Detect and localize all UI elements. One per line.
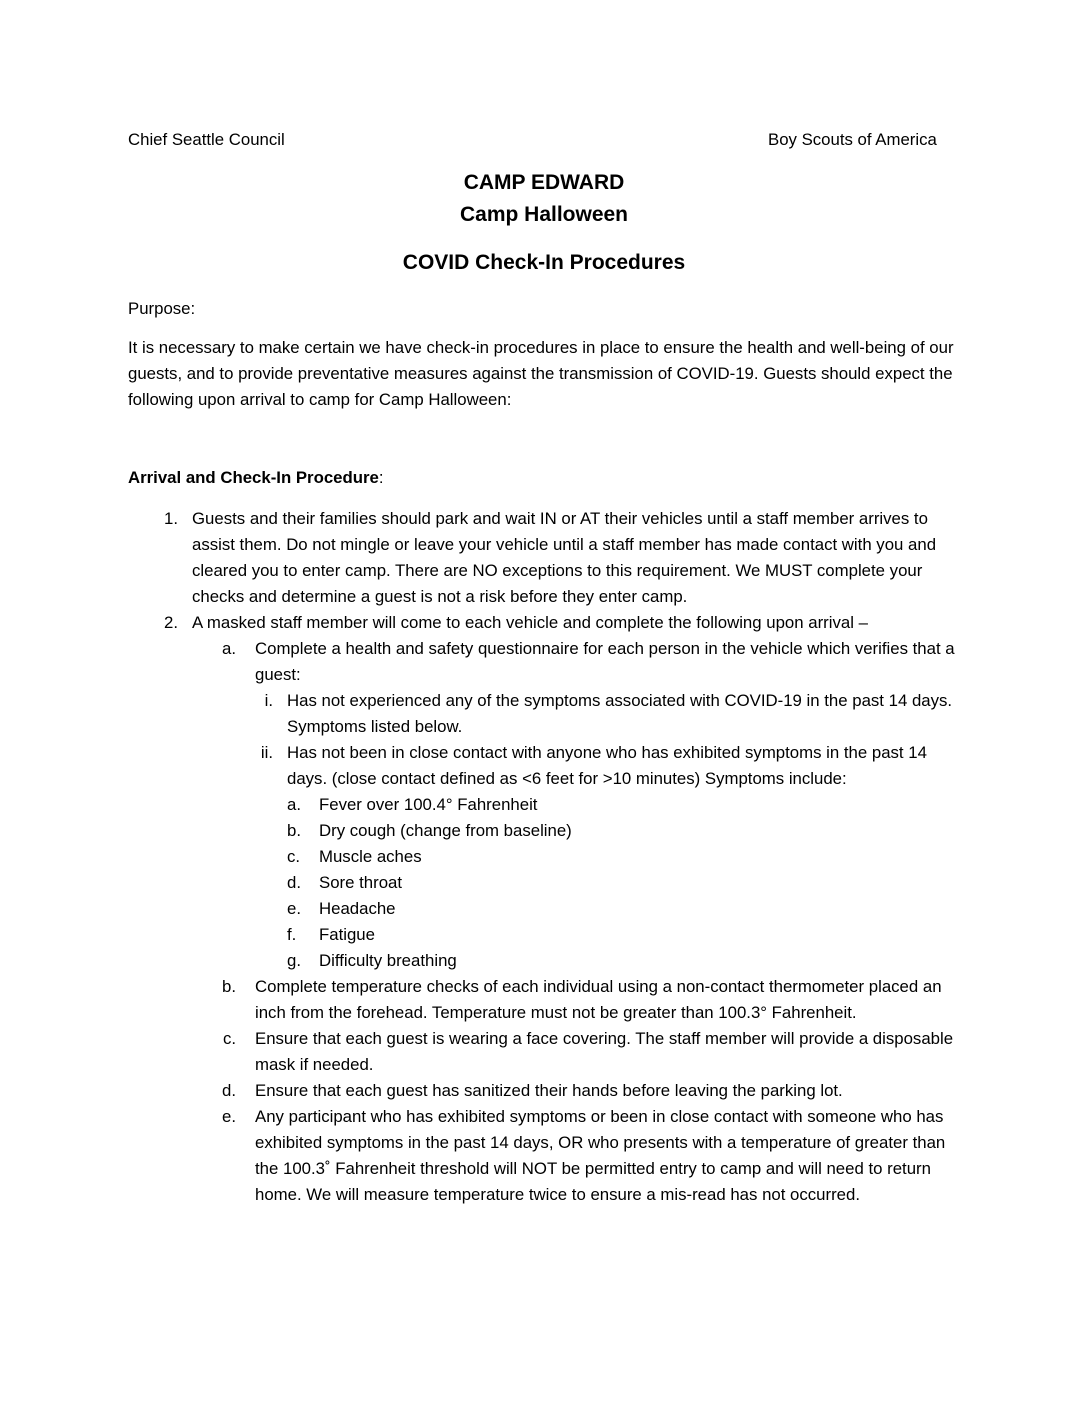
sub-item-d xyxy=(192,1078,968,1104)
list-number: c. xyxy=(287,847,301,866)
list-text: Any participant who has exhibited symptoms or been in close contact with someone who has exhibited symptoms in the past 14 days, OR who presents with a temperature of greater than the 100.3˚ Fahrenheit threshold will NOT be permitted entry to camp and will need to return home. We will measure temperature twice to ensure a mis-read has not occurred. xyxy=(255,1107,946,1204)
purpose-paragraph: It is necessary to make certain we have check-in procedures in place to ensure the health and well-being of our guests, and to provide preventative measures against the transmission of COVID-19. Guests should expect the following upon arrival to camp for Camp Halloween: xyxy=(128,338,954,409)
list-number: d. xyxy=(287,873,301,892)
section-heading-colon: : xyxy=(378,468,384,487)
sub-item-e xyxy=(192,1104,968,1208)
symptom-item xyxy=(287,896,968,922)
list-item-1 xyxy=(128,506,968,610)
list-number: b. xyxy=(222,977,236,996)
list-number: f. xyxy=(287,925,297,944)
list-number: i. xyxy=(264,691,273,710)
symptom-item xyxy=(287,922,968,948)
list-text: Muscle aches xyxy=(319,847,422,866)
symptom-item xyxy=(287,948,968,974)
list-number: g. xyxy=(287,951,301,970)
section-heading-text: Arrival and Check-In Procedure xyxy=(128,468,379,487)
list-text: Fatigue xyxy=(319,925,375,944)
list-number: 1. xyxy=(164,509,178,528)
symptom-item xyxy=(287,870,968,896)
list-text: Ensure that each guest has sanitized their hands before leaving the parking lot. xyxy=(255,1081,843,1100)
list-number: a. xyxy=(222,639,236,658)
procedure-list xyxy=(128,506,968,1208)
list-text: Dry cough (change from baseline) xyxy=(319,821,572,840)
list-number: e. xyxy=(287,899,301,918)
list-text: Complete a health and safety questionnaire for each person in the vehicle which verifies that a guest: xyxy=(255,639,955,684)
list-text: Headache xyxy=(319,899,396,918)
sub-item-b xyxy=(192,974,968,1026)
list-text: Fever over 100.4° Fahrenheit xyxy=(319,795,538,814)
list-number: b. xyxy=(287,821,301,840)
list-text: Ensure that each guest is wearing a face covering. The staff member will provide a disposable mask if needed. xyxy=(255,1029,954,1074)
header-organization: Boy Scouts of America xyxy=(768,130,937,149)
sub-item-ii xyxy=(255,740,968,792)
list-text: Guests and their families should park and wait IN or AT their vehicles until a staff member arrives to assist them. Do not mingle or leave your vehicle until a staff member has made contact with you and cleared you to enter camp. There are NO exceptions to this requirement. We MUST complete your checks and determine a guest is not a risk before they enter camp. xyxy=(192,509,937,606)
list-text: Has not experienced any of the symptoms associated with COVID-19 in the past 14 days. Symptoms listed below. xyxy=(287,691,953,736)
list-number: 2. xyxy=(164,613,178,632)
title-procedures: COVID Check-In Procedures xyxy=(402,251,686,274)
header-council: Chief Seattle Council xyxy=(128,130,285,149)
list-number: c. xyxy=(222,1029,236,1048)
list-item-2 xyxy=(128,610,968,636)
symptom-item xyxy=(287,792,968,818)
section-heading xyxy=(128,465,963,491)
list-number: a. xyxy=(287,795,301,814)
list-text: A masked staff member will come to each vehicle and complete the following upon arrival – xyxy=(192,613,868,632)
list-number: ii. xyxy=(260,743,273,762)
list-number: d. xyxy=(222,1081,236,1100)
title-event-name: Camp Halloween xyxy=(459,203,629,226)
purpose-label: Purpose: xyxy=(128,299,196,318)
sub-item-i xyxy=(255,688,968,740)
list-text: Complete temperature checks of each individual using a non-contact thermometer placed an inch from the forehead. Temperature must not be greater than 100.3° Fahrenheit. xyxy=(255,977,942,1022)
list-text: Difficulty breathing xyxy=(319,951,457,970)
list-text: Has not been in close contact with anyone who has exhibited symptoms in the past 14 days. (close contact defined as <6 feet for >10 minutes) Symptoms include: xyxy=(287,743,927,788)
symptom-item xyxy=(287,818,968,844)
list-number: e. xyxy=(222,1107,236,1126)
title-camp-name: CAMP EDWARD xyxy=(463,171,625,194)
sub-item-a xyxy=(192,636,968,688)
symptom-item xyxy=(287,844,968,870)
list-text: Sore throat xyxy=(319,873,403,892)
sub-item-c xyxy=(192,1026,968,1078)
